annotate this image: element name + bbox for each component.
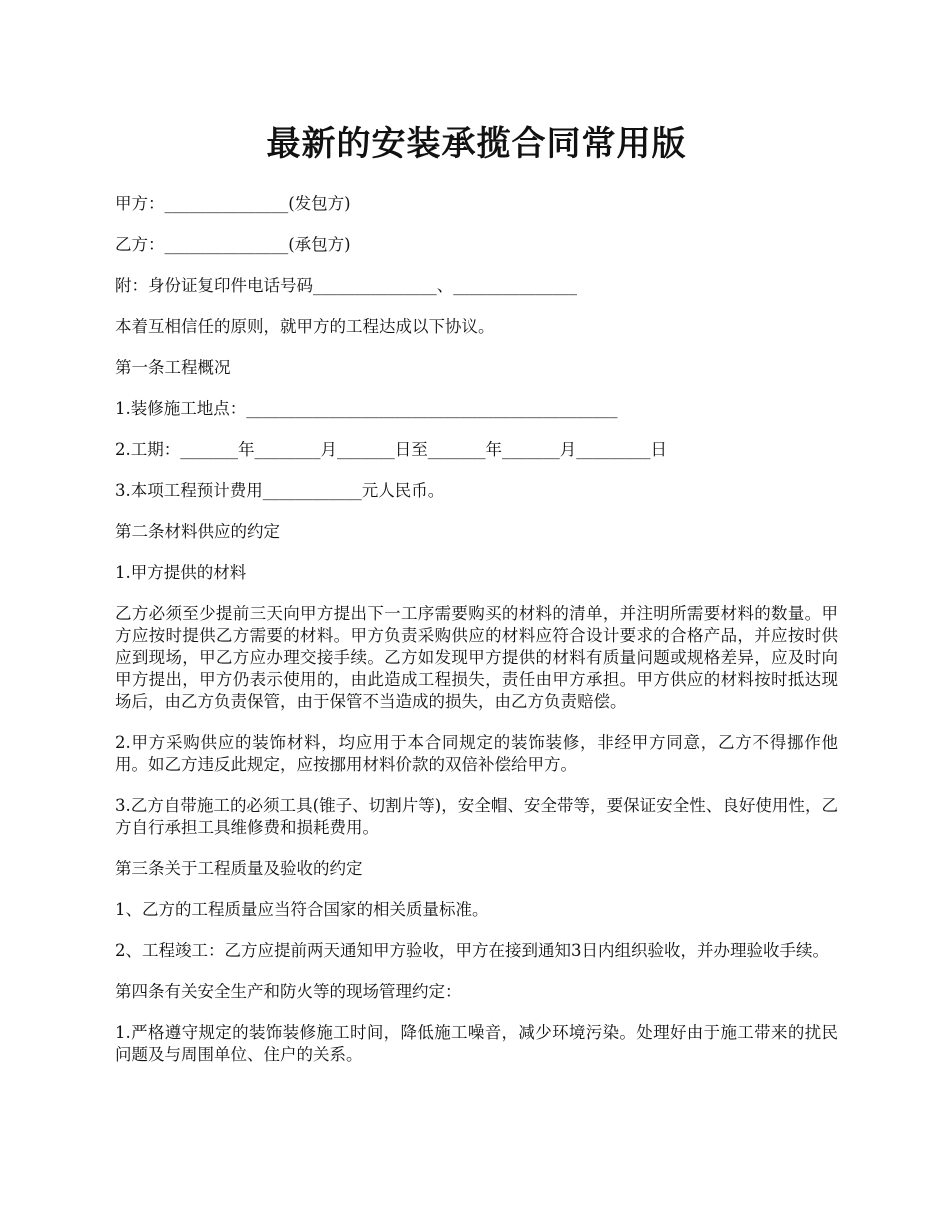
article-1-heading: 第一条工程概况 [115, 358, 231, 377]
construction-period-line: 2.工期：_______年________月_______日至_______年_______月_________日 [115, 440, 667, 459]
procured-materials-paragraph: 2.甲方采购供应的装饰材料，均应用于本合同规定的装饰装修，非经甲方同意，乙方不得挪作他用。如乙方违反此规定，应按挪用材料价款的双倍补偿给甲方。 [115, 733, 838, 774]
party-b-line: 乙方：_______________(承包方) [115, 235, 351, 254]
preamble-paragraph: 本着互相信任的原则，就甲方的工程达成以下协议。 [115, 317, 495, 336]
materials-subheading: 1.甲方提供的材料 [115, 563, 247, 582]
article-3-heading: 第三条关于工程质量及验收的约定 [115, 859, 363, 878]
party-a-line: 甲方：_______________(发包方) [115, 194, 351, 213]
article-4-heading: 第四条有关安全生产和防火等的现场管理约定： [115, 982, 462, 1001]
quality-standard-paragraph: 1、乙方的工程质量应当符合国家的相关质量标准。 [115, 900, 489, 919]
estimated-cost-line: 3.本项工程预计费用____________元人民币。 [115, 481, 445, 500]
article-2-heading: 第二条材料供应的约定 [115, 522, 280, 541]
completion-acceptance-paragraph: 2、工程竣工：乙方应提前两天通知甲方验收，甲方在接到通知3日内组织验收，并办理验收手续。 [115, 941, 829, 960]
site-location-line: 1.装修施工地点：_____________________________________________ [115, 399, 618, 418]
attachment-line: 附：身份证复印件电话号码_______________、_______________ [115, 276, 577, 295]
tools-paragraph: 3.乙方自带施工的必须工具(锥子、切割片等)，安全帽、安全带等，要保证安全性、良好使用性，乙方自行承担工具维修费和损耗费用。 [115, 796, 838, 837]
document-title: 最新的安装承揽合同常用版 [266, 124, 687, 164]
noise-regulation-paragraph: 1.严格遵守规定的装饰装修施工时间，降低施工噪音，减少环境污染。处理好由于施工带来的扰民问题及与周围单位、住户的关系。 [115, 1023, 838, 1064]
materials-paragraph: 乙方必须至少提前三天向甲方提出下一工序需要购买的材料的清单，并注明所需要材料的数量。甲方应按时提供乙方需要的材料。甲方负责采购供应的材料应符合设计要求的合格产品，并应按时供应到现场，甲乙方应办理交接手续。乙方如发现甲方提供的材料有质量问题或规格差异，应及时向甲方提出，甲方仍表示使用的，由此造成工程损失，责任由甲方承担。甲方供应的材料按时抵达现场后，由乙方负责保管，由于保管不当造成的损失，由乙方负责赔偿。 [115, 604, 838, 711]
